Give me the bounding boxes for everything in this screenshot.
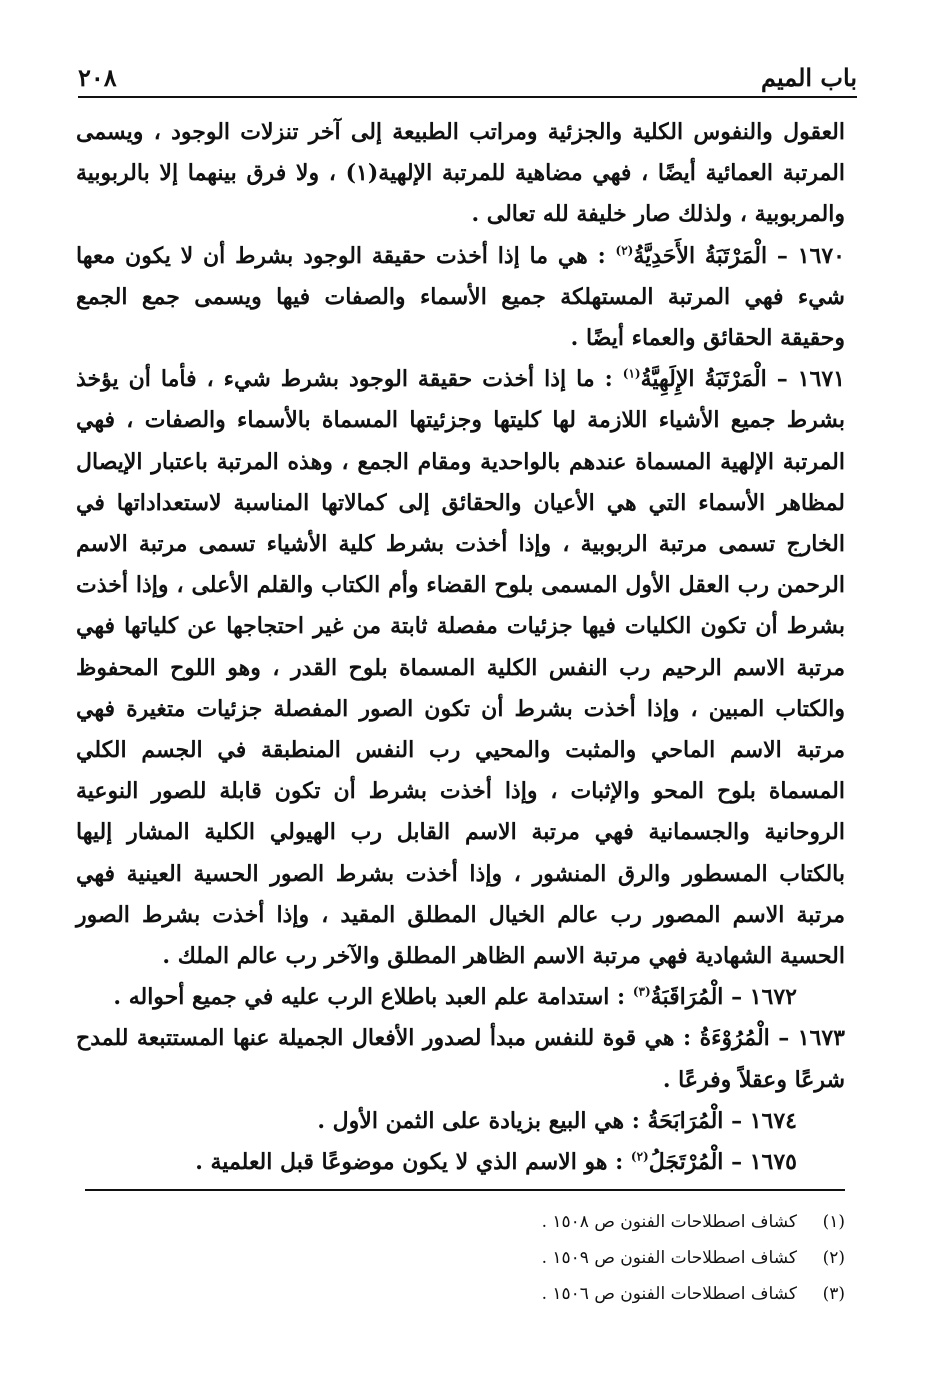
- entry-text: : استدامة علم العبد باطلاع الرب عليه في جميع أحواله .: [113, 984, 626, 1011]
- entry-number: ١٦٧٤: [749, 1107, 797, 1134]
- entry-text: : ما إذا أخذت حقيقة الوجود بشرط شيء ، فأما أن يؤخذ بشرط جميع الأشياء اللازمة لها كليتها وجزئيتها المسماة بالأسماء والصفات ، فهي المرتبة الإلهية المسماة عندهم بالواحدية ومقام الجمع ، وهذه المرتبة باعتبار الإيصال لمظاهر الأسماء التي هي الأعيان والحقائق إلى كمالاتها المناسبة لاستعداداتها في الخارج تسمى مرتبة الربوبية ، وإذا أخذت بشرط كلية الأشياء تسمى مرتبة الاسم الرحمن رب العقل الأول المسمى بلوح القضاء وأم الكتاب والقلم الأعلى ، وإذا أخذت بشرط أن تكون الكليات فيها جزئيات مفصلة ثابتة من غير احتجاجها عن كلياتها فهي مرتبة الاسم الرحيم رب النفس الكلية المسماة بلوح القدر ، وهو اللوح المحفوظ والكتاب المبين ، وإذا أخذت بشرط أن تكون الصور المفصلة جزئيات متغيرة فهي مرتبة الاسم الماحي والمثبت والمحيي رب النفس المنطبقة في الجسم الكلي المسماة بلوح المحو والإثبات ، وإذا أخذت بشرط أن تكون قابلة للصور النوعية الروحانية والجسمانية فهي مرتبة الاسم القابل رب الهيولي الكلية المشار إليها بالكتاب المسطور والرق المنشور ، وإذا أخذت بشرط الصور الحسية العينية فهي مرتبة الاسم المصور رب عالم الخيال المطلق المقيد ، وإذا أخذت بشرط الصور الحسية الشهادية فهي مرتبة الاسم الظاهر المطلق والآخر رب عالم الملك .: [76, 366, 845, 970]
- chapter-title: باب الميم: [760, 62, 857, 92]
- footnote-item: [145, 1204, 845, 1240]
- entry-1673: ١٦٧٣ – الْمُرُوْءَةُ : هي قوة للنفس مبدأ لصدور الأفعال الجميلة عنها المستتبعة للمدح شرعًا وعقلاً وفرعًا .: [76, 1025, 845, 1093]
- entry-term: الْمَرْتَبَةُ الإِلَهِيَّةُ: [640, 366, 767, 393]
- footnote-number: (١): [822, 1212, 845, 1232]
- entry-term: الْمُرَابَحَةُ: [647, 1107, 724, 1134]
- entry-term: الْمُرُوْءَةُ: [699, 1025, 770, 1052]
- footnote-text: كشاف اصطلاحات الفنون ص ١٥٠٩ .: [541, 1248, 797, 1268]
- entry-1672: ١٦٧٢ – الْمُرَاقَبَةُ$^{(٣)}$ : استدامة علم العبد باطلاع الرب عليه في جميع أحواله .: [113, 984, 797, 1011]
- entry-text: : هو الاسم الذي لا يكون موضوعًا قبل العلمية .: [195, 1149, 624, 1176]
- entry-1670: ١٦٧٠ – الْمَرْتَبَةُ الأَحَدِيَّةُ$^{(٢)}$ : هي ما إذا أخذت حقيقة الوجود بشرط أن لا يكون معها شيء فهي المرتبة المستهلكة جميع الأسماء والصفات فيها ويسمى جمع الجمع وحقيقة الحقائق والعماء أيضًا .: [76, 242, 845, 352]
- footnote-number: (٢): [822, 1248, 845, 1268]
- footnote-text: كشاف اصطلاحات الفنون ص ١٥٠٦ .: [541, 1284, 797, 1304]
- entry-text: : هي ما إذا أخذت حقيقة الوجود بشرط أن لا يكون معها شيء فهي المرتبة المستهلكة جميع الأسماء والصفات فيها ويسمى جمع الجمع وحقيقة الحقائق والعماء أيضًا .: [76, 242, 845, 352]
- footnote-divider: [85, 1189, 845, 1191]
- footnote-text: كشاف اصطلاحات الفنون ص ١٥٠٨ .: [541, 1212, 797, 1232]
- footnote-ref: (٢): [630, 1149, 649, 1164]
- footnote-ref: (٣): [632, 984, 651, 999]
- entry-1674: ١٦٧٤ – الْمُرَابَحَةُ : هي البيع بزيادة على الثمن الأول .: [317, 1107, 797, 1134]
- entry-text: : هي قوة للنفس مبدأ لصدور الأفعال الجميلة عنها المستتبعة للمدح شرعًا وعقلاً وفرعًا .: [76, 1025, 845, 1093]
- entry-number: ١٦٧٥: [749, 1149, 797, 1176]
- page-body: [76, 112, 845, 1183]
- entry-1671: ١٦٧١ – الْمَرْتَبَةُ الإِلَهِيَّةُ$^{(١)}$ : ما إذا أخذت حقيقة الوجود بشرط شيء ، فأما أن يؤخذ بشرط جميع الأشياء اللازمة لها كليتها وجزئيتها المسماة بالأسماء والصفات ، فهي المرتبة الإلهية المسماة عندهم بالواحدية ومقام الجمع ، وهذه المرتبة باعتبار الإيصال لمظاهر الأسماء التي هي الأعيان والحقائق إلى كمالاتها المناسبة لاستعداداتها في الخارج تسمى مرتبة الربوبية ، وإذا أخذت بشرط كلية الأشياء تسمى مرتبة الاسم الرحمن رب العقل الأول المسمى بلوح القضاء وأم الكتاب والقلم الأعلى ، وإذا أخذت بشرط أن تكون الكليات فيها جزئيات مفصلة ثابتة من غير احتجاجها عن كلياتها فهي مرتبة الاسم الرحيم رب النفس الكلية المسماة بلوح القدر ، وهو اللوح المحفوظ والكتاب المبين ، وإذا أخذت بشرط أن تكون الصور المفصلة جزئيات متغيرة فهي مرتبة الاسم الماحي والمثبت والمحيي رب النفس المنطبقة في الجسم الكلي المسماة بلوح المحو والإثبات ، وإذا أخذت بشرط أن تكون قابلة للصور النوعية الروحانية والجسمانية فهي مرتبة الاسم القابل رب الهيولي الكلية المشار إليها بالكتاب المسطور والرق المنشور ، وإذا أخذت بشرط الصور الحسية العينية فهي مرتبة الاسم المصور رب عالم الخيال المطلق المقيد ، وإذا أخذت بشرط الصور الحسية الشهادية فهي مرتبة الاسم الظاهر المطلق والآخر رب عالم الملك .: [76, 366, 845, 970]
- footnote-item: [145, 1276, 845, 1312]
- entry-term: الْمُرْتَجَلُ: [648, 1149, 724, 1176]
- footnotes: [145, 1204, 845, 1312]
- entry-number: ١٦٧٠: [797, 242, 845, 269]
- footnote-item: [145, 1240, 845, 1276]
- entry-text: : هي البيع بزيادة على الثمن الأول .: [317, 1107, 640, 1134]
- footnote-number: (٣): [822, 1284, 845, 1304]
- footnote-ref: (٢): [615, 243, 634, 258]
- footnote-ref: (١): [622, 366, 641, 381]
- entry-number: ١٦٧١: [797, 366, 845, 393]
- page-number: ٢٠٨: [78, 62, 117, 92]
- page-header: [78, 58, 857, 98]
- intro-paragraph: العقول والنفوس الكلية والجزئية ومراتب الطبيعة إلى آخر تنزلات الوجود ، ويسمى المرتبة العمائية أيضًا ، فهي مضاهية للمرتبة الإلهية(١) ، ولا فرق بينهما إلا بالربوبية والمربوبية ، ولذلك صار خليفة لله تعالى .: [76, 119, 845, 228]
- entry-term: الْمُرَاقَبَةُ: [650, 984, 724, 1011]
- entry-1675: ١٦٧٥ – الْمُرْتَجَلُ$^{(٢)}$ : هو الاسم الذي لا يكون موضوعًا قبل العلمية .: [195, 1149, 797, 1176]
- entry-number: ١٦٧٣: [797, 1025, 845, 1052]
- entry-number: ١٦٧٢: [749, 984, 797, 1011]
- entry-term: الْمَرْتَبَةُ الأَحَدِيَّةُ: [633, 242, 768, 269]
